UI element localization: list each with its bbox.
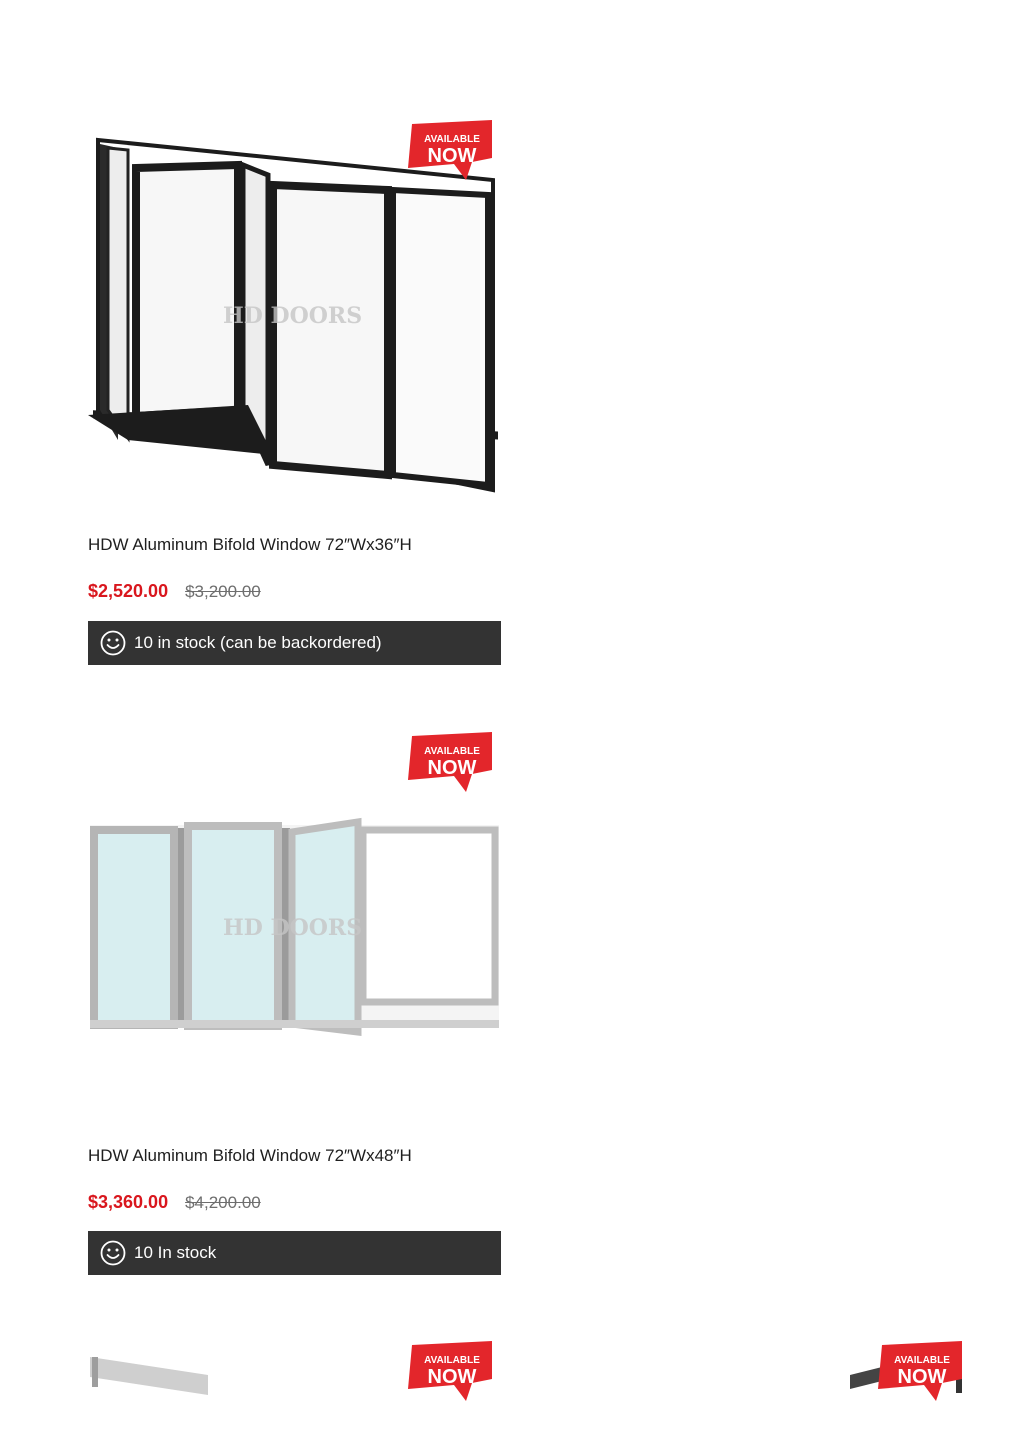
svg-text:NOW: NOW (427, 1366, 477, 1388)
smiley-icon (100, 630, 126, 656)
sale-price: $2,520.00 (88, 581, 169, 601)
product-card-partial[interactable] (850, 1335, 970, 1449)
price-row (88, 581, 261, 602)
original-price: $4,200.00 (185, 1193, 261, 1212)
available-now-badge (406, 1339, 496, 1403)
svg-text:AVAILABLE: AVAILABLE (424, 746, 480, 757)
price-row (88, 1192, 261, 1213)
smiley-icon (100, 1240, 126, 1266)
stock-text: 10 in stock (can be backordered) (134, 633, 382, 652)
svg-text:AVAILABLE: AVAILABLE (894, 1355, 950, 1366)
product-card-partial[interactable] (88, 1335, 501, 1449)
product-title[interactable]: HDW Aluminum Bifold Window 72″Wx36″H (88, 535, 412, 554)
svg-text:AVAILABLE: AVAILABLE (424, 134, 480, 145)
watermark-text: HD DOORS (223, 303, 363, 329)
svg-text:NOW: NOW (427, 757, 477, 779)
sale-price: $3,360.00 (88, 1192, 169, 1212)
stock-text: 10 In stock (134, 1243, 217, 1262)
available-now-badge (406, 118, 496, 182)
stock-status-bar (88, 621, 501, 665)
available-now-badge (406, 730, 496, 794)
product-image[interactable] (88, 110, 501, 510)
original-price: $3,200.00 (185, 582, 261, 601)
svg-text:NOW: NOW (897, 1366, 947, 1388)
svg-text:AVAILABLE: AVAILABLE (424, 1355, 480, 1366)
available-now-badge (876, 1339, 966, 1403)
watermark-text: HD DOORS (223, 915, 363, 941)
product-title[interactable]: HDW Aluminum Bifold Window 72″Wx48″H (88, 1146, 412, 1165)
product-image[interactable] (88, 722, 501, 1122)
svg-text:NOW: NOW (427, 145, 477, 167)
stock-status-bar (88, 1231, 501, 1275)
